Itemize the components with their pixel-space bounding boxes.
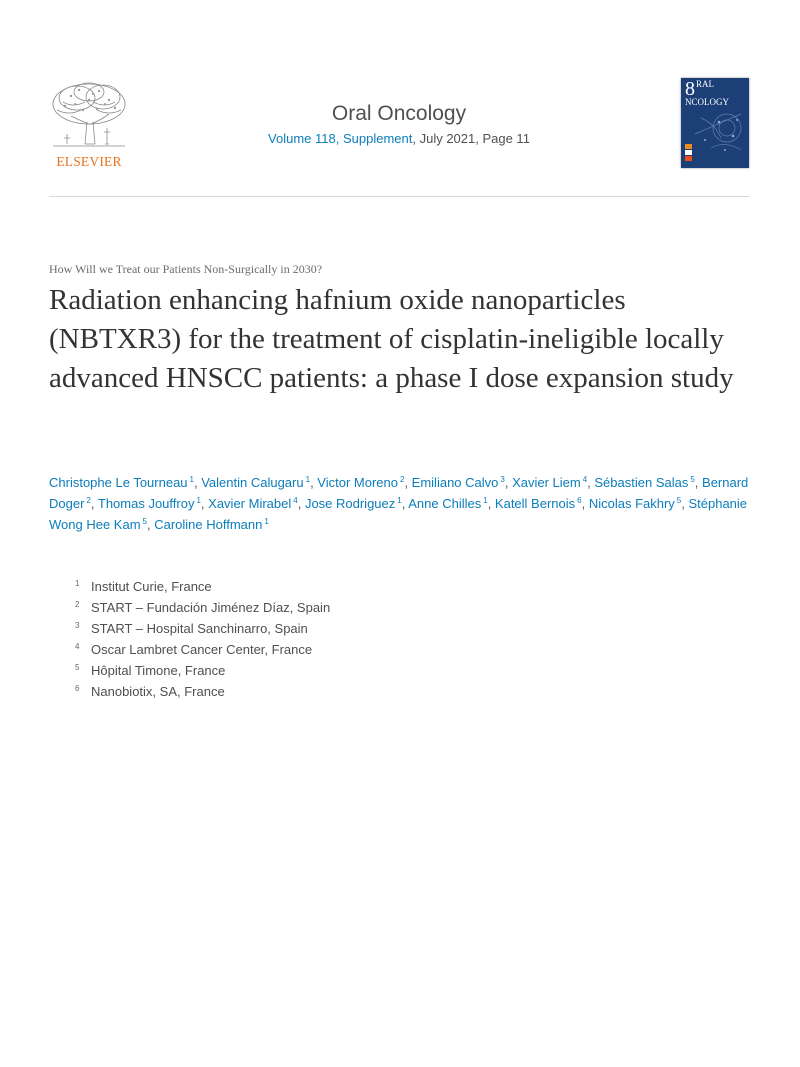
affiliation-text: START – Hospital Sanchinarro, Spain — [91, 621, 308, 636]
affiliation-item — [70, 618, 330, 639]
author-link[interactable]: Valentin Calugaru $^1$ — [201, 474, 311, 490]
author-link[interactable]: Xavier Mirabel $^4$ — [208, 495, 298, 511]
cover-line2: NCOLOGY — [685, 97, 729, 107]
journal-info — [199, 100, 599, 150]
elsevier-wordmark: ELSEVIER — [56, 154, 122, 169]
section-label: How Will we Treat our Patients Non-Surgically in 2030? — [49, 262, 323, 276]
author-link[interactable]: Christophe Le Tourneau $^1$ — [49, 474, 194, 490]
elsevier-logo[interactable] — [49, 80, 129, 170]
author-link[interactable]: Xavier Liem $^4$ — [512, 474, 588, 490]
author-link[interactable]: Bernard Doger $^2$ — [49, 475, 749, 511]
author-link[interactable]: Jose Rodriguez $^1$ — [304, 495, 402, 511]
affiliation-item — [70, 639, 330, 660]
affiliation-text: Hôpital Timone, France — [91, 663, 226, 678]
affiliation-text: Institut Curie, France — [91, 579, 212, 594]
header-divider — [49, 196, 749, 197]
author-link[interactable]: Stéphanie Wong Hee Kam $^5$ — [49, 496, 748, 532]
affiliation-item — [70, 576, 330, 597]
author-link[interactable]: Emiliano Calvo $^3$ — [411, 474, 505, 490]
journal-cover-thumbnail[interactable] — [681, 78, 749, 168]
author-link[interactable]: Caroline Hoffmann $^1$ — [154, 516, 269, 532]
volume-link[interactable]: Volume 118, Supplement — [268, 131, 413, 146]
affiliation-number: 3 — [75, 621, 80, 630]
author-list: Christophe Le Tourneau $^1$, Valentin Calugaru $^1$, Victor Moreno $^2$, Emiliano Calvo $^3$, Xavier Liem $^4$, Sébastien Salas $^5$, Bernard Doger $^2$, Thomas Jouffroy $^1$, Xavier Mirabel $^4$, Jose Rodriguez $^1$, Anne Chilles $^1$, Katell Bernois $^6$, Nicolas Fakhry $^5$, Stéphanie Wong Hee Kam $^5$, Caroline Hoffmann $^1$ — [49, 474, 749, 532]
article-title: Radiation enhancing hafnium oxide nanoparticles (NBTXR3) for the treatment of cisplatin-ineligible locally advanced HNSCC patients: a phase I dose expansion study — [49, 284, 734, 394]
affiliation-text: START – Fundación Jiménez Díaz, Spain — [91, 600, 331, 615]
article-header — [49, 78, 749, 170]
affiliation-text: Oscar Lambret Cancer Center, France — [91, 642, 313, 657]
cover-color-strip — [685, 144, 692, 164]
affiliation-list — [70, 576, 330, 702]
affiliation-number: 5 — [75, 663, 80, 672]
affiliation-item — [70, 597, 330, 618]
cover-line1: RAL — [696, 79, 714, 89]
author-link[interactable]: Katell Bernois $^6$ — [494, 495, 582, 511]
author-link[interactable]: Sébastien Salas $^5$ — [594, 474, 695, 490]
journal-title[interactable]: Oral Oncology — [331, 102, 467, 125]
affiliation-item — [70, 660, 330, 681]
author-link[interactable]: Nicolas Fakhry $^5$ — [588, 495, 682, 511]
affiliation-item — [70, 681, 330, 702]
author-link[interactable]: Anne Chilles $^1$ — [408, 495, 488, 511]
author-link[interactable]: Victor Moreno $^2$ — [317, 474, 405, 490]
cover-digit: 8 — [685, 78, 695, 100]
author-link[interactable]: Thomas Jouffroy $^1$ — [97, 495, 201, 511]
issue-info: , July 2021, Page 11 — [412, 131, 530, 146]
elsevier-tree-icon — [49, 80, 129, 152]
affiliation-number: 1 — [75, 579, 80, 588]
affiliation-number: 6 — [75, 684, 80, 693]
affiliation-number: 4 — [75, 642, 80, 651]
affiliation-number: 2 — [75, 600, 80, 609]
affiliation-text: Nanobiotix, SA, France — [91, 684, 225, 699]
journal-meta — [199, 128, 599, 150]
